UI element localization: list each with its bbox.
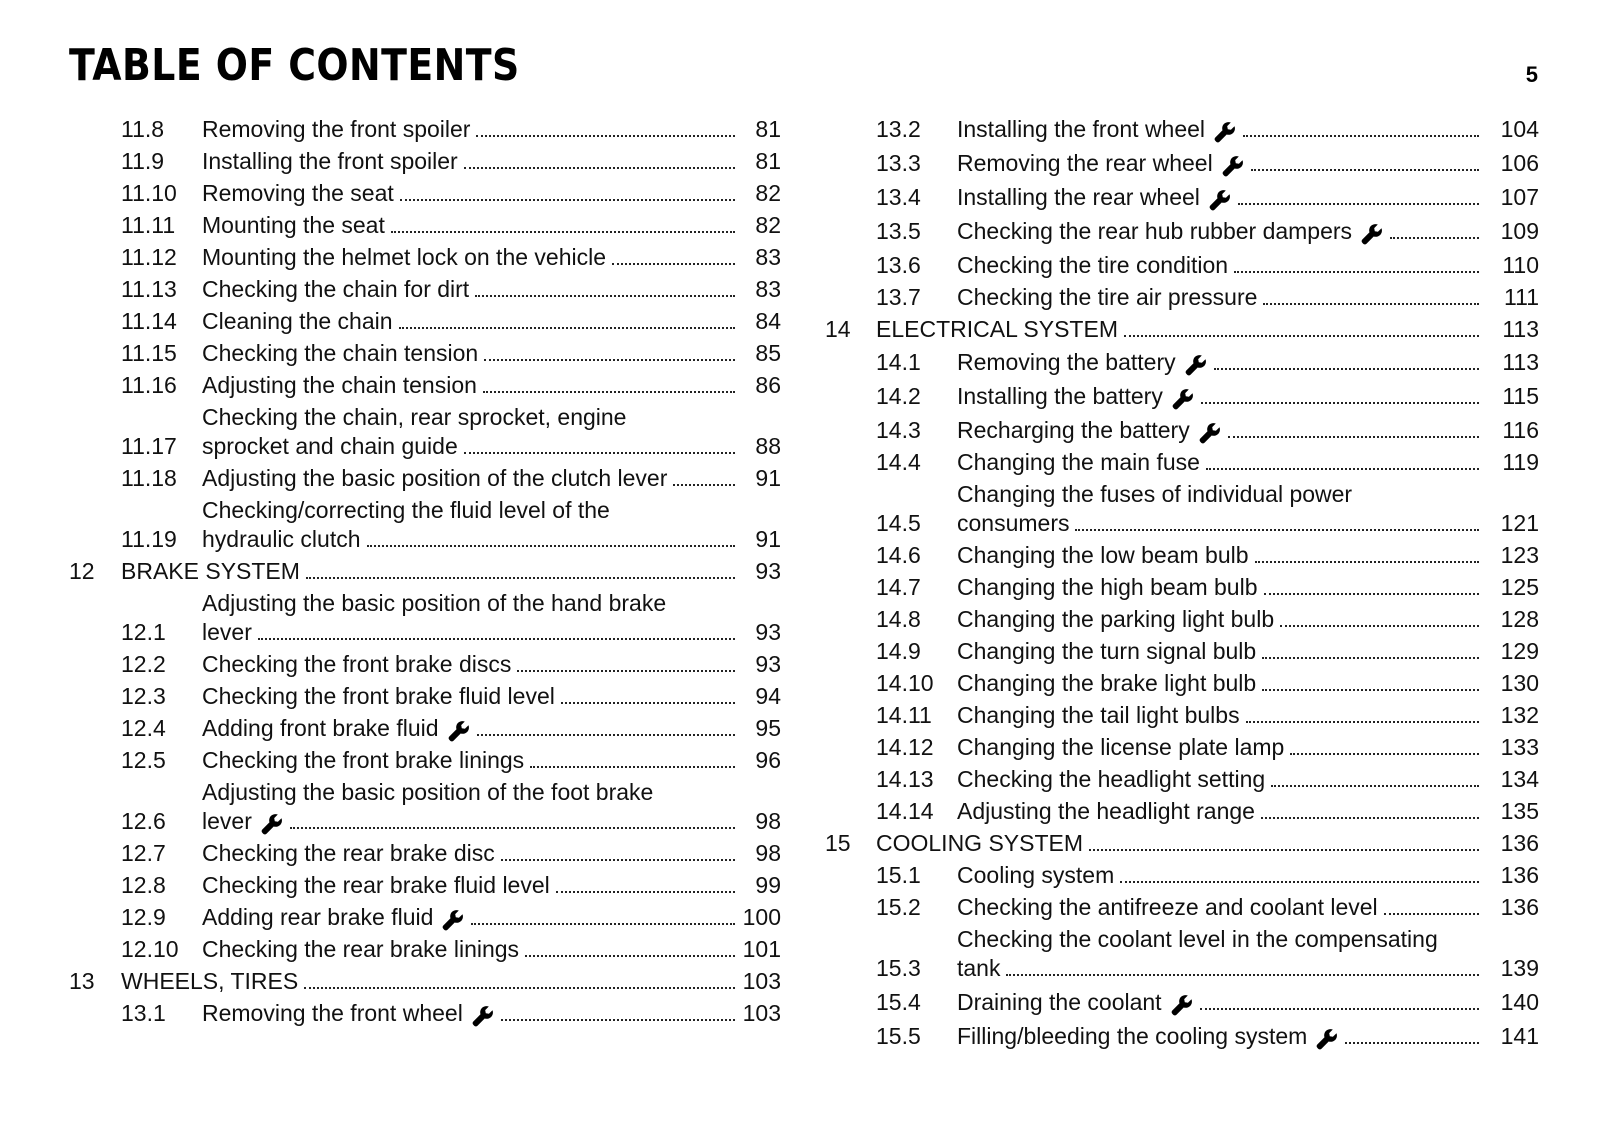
entry-title: Installing the battery bbox=[957, 383, 1163, 409]
entry-title: Installing the front wheel bbox=[957, 116, 1206, 142]
entry-title: Cleaning the chain bbox=[202, 308, 393, 334]
page-title: TABLE OF CONTENTS bbox=[69, 40, 520, 91]
page-ref: 85 bbox=[755, 340, 781, 366]
entry-title: Checking the tire air pressure bbox=[957, 284, 1258, 310]
toc-entry[interactable] bbox=[69, 339, 781, 368]
wrench-icon bbox=[1315, 1027, 1339, 1051]
section-number: 13.7 bbox=[876, 284, 921, 310]
dot-leader bbox=[1243, 135, 1479, 137]
page-ref: 84 bbox=[755, 308, 781, 334]
entry-title: Checking the chain tension bbox=[202, 340, 479, 366]
page-ref: 96 bbox=[755, 747, 781, 773]
page-ref: 139 bbox=[1500, 955, 1539, 981]
section-number: 12.7 bbox=[121, 840, 166, 866]
page-ref: 116 bbox=[1502, 417, 1539, 443]
page-ref: 119 bbox=[1502, 449, 1539, 475]
dot-leader bbox=[471, 923, 735, 925]
entry-title: Removing the battery bbox=[957, 349, 1176, 375]
page-ref: 83 bbox=[755, 276, 781, 302]
entry-title-line: Checking the chain, rear sprocket, engine bbox=[202, 404, 627, 430]
dot-leader bbox=[1124, 335, 1479, 337]
section-number: 15.3 bbox=[876, 955, 921, 981]
toc-entry[interactable] bbox=[69, 275, 781, 304]
section-number: 13.4 bbox=[876, 184, 921, 210]
page-ref: 93 bbox=[755, 651, 781, 677]
wrench-icon bbox=[447, 719, 471, 743]
section-number: 14.6 bbox=[876, 542, 921, 568]
toc-entry[interactable] bbox=[825, 605, 1539, 634]
entry-title: Removing the rear wheel bbox=[957, 150, 1213, 176]
toc-entry[interactable] bbox=[825, 217, 1539, 246]
toc-entry[interactable] bbox=[825, 669, 1539, 698]
page-ref: 130 bbox=[1500, 670, 1539, 696]
section-number: 14.9 bbox=[876, 638, 921, 664]
entry-title: Mounting the seat bbox=[202, 212, 385, 238]
dot-leader bbox=[1261, 817, 1479, 819]
section-number: 14.12 bbox=[876, 734, 934, 760]
entry-title: Checking the rear brake fluid level bbox=[202, 872, 550, 898]
toc-entry[interactable] bbox=[825, 416, 1539, 445]
toc-entry[interactable] bbox=[825, 382, 1539, 411]
section-number: 14.4 bbox=[876, 449, 921, 475]
entry-title: Changing the parking light bulb bbox=[957, 606, 1275, 632]
section-number: 11.9 bbox=[121, 148, 165, 174]
toc-entry[interactable] bbox=[69, 403, 781, 461]
wrench-icon bbox=[1221, 154, 1245, 178]
page-ref: 103 bbox=[742, 1000, 781, 1026]
section-number: 11.8 bbox=[121, 116, 165, 142]
section-number: 11.10 bbox=[121, 180, 177, 206]
dot-leader bbox=[1214, 368, 1479, 370]
toc-entry[interactable] bbox=[69, 935, 781, 964]
wrench-icon bbox=[1360, 222, 1384, 246]
entry-title: lever bbox=[202, 808, 252, 834]
dot-leader bbox=[475, 295, 735, 297]
entry-title-line: Checking/correcting the fluid level of the bbox=[202, 497, 610, 523]
entry-title: Adjusting the chain tension bbox=[202, 372, 477, 398]
page-ref: 86 bbox=[755, 372, 781, 398]
dot-leader bbox=[476, 135, 735, 137]
entry-title: ELECTRICAL SYSTEM bbox=[876, 316, 1118, 342]
dot-leader bbox=[501, 859, 735, 861]
toc-column-left bbox=[69, 115, 781, 1031]
section-number: 11.18 bbox=[121, 465, 177, 491]
wrench-icon bbox=[260, 812, 284, 836]
page-ref: 136 bbox=[1500, 830, 1539, 856]
section-number: 11.16 bbox=[121, 372, 177, 398]
dot-leader bbox=[1234, 271, 1479, 273]
entry-title: Checking the tire condition bbox=[957, 252, 1229, 278]
toc-entry[interactable] bbox=[69, 778, 781, 836]
page-ref: 101 bbox=[742, 936, 781, 962]
page-ref: 135 bbox=[1500, 798, 1539, 824]
section-number: 15.5 bbox=[876, 1023, 921, 1049]
entry-title: Installing the rear wheel bbox=[957, 184, 1200, 210]
dot-leader bbox=[399, 327, 735, 329]
entry-title: Checking the front brake discs bbox=[202, 651, 512, 677]
entry-title: WHEELS, TIRES bbox=[121, 968, 299, 994]
dot-leader bbox=[1228, 436, 1479, 438]
toc-entry[interactable] bbox=[69, 650, 781, 679]
toc-entry[interactable] bbox=[825, 1022, 1539, 1051]
section-number: 11.14 bbox=[121, 308, 177, 334]
toc-entry[interactable] bbox=[825, 448, 1539, 477]
page-ref: 107 bbox=[1500, 184, 1539, 210]
section-number: 14.2 bbox=[876, 383, 921, 409]
toc-entry[interactable] bbox=[69, 464, 781, 493]
dot-leader bbox=[530, 766, 735, 768]
entry-title: lever bbox=[202, 619, 252, 645]
page-ref: 83 bbox=[755, 244, 781, 270]
section-number: 11.13 bbox=[121, 276, 177, 302]
toc-entry[interactable] bbox=[69, 839, 781, 868]
toc-entry[interactable] bbox=[69, 307, 781, 336]
page-ref: 121 bbox=[1500, 510, 1539, 536]
toc-entry[interactable] bbox=[69, 371, 781, 400]
section-number: 13.6 bbox=[876, 252, 921, 278]
entry-title-line: Adjusting the basic position of the foot brake bbox=[202, 779, 654, 805]
page-ref: 103 bbox=[742, 968, 781, 994]
dot-leader bbox=[1263, 303, 1479, 305]
section-number: 15.1 bbox=[876, 862, 921, 888]
section-number: 11.11 bbox=[121, 212, 176, 238]
section-number: 12.2 bbox=[121, 651, 166, 677]
page-ref: 115 bbox=[1502, 383, 1539, 409]
toc-entry[interactable] bbox=[825, 251, 1539, 280]
dot-leader bbox=[1264, 593, 1479, 595]
entry-title: Changing the tail light bulbs bbox=[957, 702, 1240, 728]
toc-entry[interactable] bbox=[69, 147, 781, 176]
toc-entry[interactable] bbox=[825, 765, 1539, 794]
entry-title: Removing the front spoiler bbox=[202, 116, 471, 142]
page-ref: 93 bbox=[755, 558, 781, 584]
page-ref: 82 bbox=[755, 212, 781, 238]
toc-entry[interactable] bbox=[69, 589, 781, 647]
toc-entry[interactable] bbox=[825, 861, 1539, 890]
section-number: 13 bbox=[69, 968, 95, 994]
section-number: 12.1 bbox=[121, 619, 166, 645]
entry-title: Changing the main fuse bbox=[957, 449, 1200, 475]
page-ref: 100 bbox=[742, 904, 781, 930]
dot-leader bbox=[501, 1019, 735, 1021]
toc-entry[interactable] bbox=[825, 541, 1539, 570]
dot-leader bbox=[391, 231, 735, 233]
toc-entry[interactable] bbox=[825, 893, 1539, 922]
dot-leader bbox=[1290, 753, 1479, 755]
dot-leader bbox=[517, 670, 735, 672]
dot-leader bbox=[1201, 402, 1479, 404]
toc-entry[interactable] bbox=[825, 480, 1539, 538]
dot-leader bbox=[1006, 974, 1479, 976]
entry-title: Installing the front spoiler bbox=[202, 148, 458, 174]
dot-leader bbox=[1255, 561, 1479, 563]
page-ref: 95 bbox=[755, 715, 781, 741]
entry-title: Mounting the helmet lock on the vehicle bbox=[202, 244, 607, 270]
entry-title: Changing the brake light bulb bbox=[957, 670, 1257, 696]
entry-title: tank bbox=[957, 955, 1001, 981]
dot-leader bbox=[1120, 881, 1479, 883]
dot-leader bbox=[464, 452, 735, 454]
section-number: 14.7 bbox=[876, 574, 921, 600]
page-ref: 93 bbox=[755, 619, 781, 645]
section-number: 14.8 bbox=[876, 606, 921, 632]
section-number: 15.2 bbox=[876, 894, 921, 920]
page-ref: 104 bbox=[1500, 116, 1539, 142]
toc-chapter-entry[interactable] bbox=[825, 315, 1539, 344]
entry-title: Checking the front brake fluid level bbox=[202, 683, 555, 709]
page-ref: 111 bbox=[1504, 284, 1539, 310]
entry-title: Checking the front brake linings bbox=[202, 747, 525, 773]
dot-leader bbox=[612, 263, 735, 265]
entry-title: BRAKE SYSTEM bbox=[121, 558, 300, 584]
entry-title: Recharging the battery bbox=[957, 417, 1190, 443]
dot-leader bbox=[477, 734, 735, 736]
page-ref: 128 bbox=[1500, 606, 1539, 632]
page-ref: 94 bbox=[755, 683, 781, 709]
section-number: 13.2 bbox=[876, 116, 921, 142]
dot-leader bbox=[400, 199, 735, 201]
page-ref: 125 bbox=[1500, 574, 1539, 600]
dot-leader bbox=[484, 359, 735, 361]
toc-entry[interactable] bbox=[69, 115, 781, 144]
section-number: 12.10 bbox=[121, 936, 179, 962]
entry-title: Adjusting the headlight range bbox=[957, 798, 1255, 824]
page-ref: 98 bbox=[755, 840, 781, 866]
toc-entry[interactable] bbox=[825, 348, 1539, 377]
section-number: 12.9 bbox=[121, 904, 166, 930]
page-ref: 91 bbox=[755, 465, 781, 491]
dot-leader bbox=[483, 391, 735, 393]
section-number: 14.11 bbox=[876, 702, 932, 728]
dot-leader bbox=[367, 545, 735, 547]
dot-leader bbox=[1075, 529, 1479, 531]
entry-title: Cooling system bbox=[957, 862, 1115, 888]
entry-title: COOLING SYSTEM bbox=[876, 830, 1084, 856]
page-ref: 141 bbox=[1500, 1023, 1539, 1049]
section-number: 13.3 bbox=[876, 150, 921, 176]
dot-leader bbox=[290, 827, 735, 829]
entry-title: Checking the chain for dirt bbox=[202, 276, 470, 302]
dot-leader bbox=[1246, 721, 1479, 723]
section-number: 12.6 bbox=[121, 808, 166, 834]
dot-leader bbox=[464, 167, 735, 169]
dot-leader bbox=[1206, 468, 1479, 470]
section-number: 12 bbox=[69, 558, 95, 584]
page-ref: 133 bbox=[1500, 734, 1539, 760]
page-ref: 98 bbox=[755, 808, 781, 834]
entry-title: Changing the license plate lamp bbox=[957, 734, 1285, 760]
section-number: 14.5 bbox=[876, 510, 921, 536]
dot-leader bbox=[1262, 657, 1479, 659]
wrench-icon bbox=[1171, 387, 1195, 411]
wrench-icon bbox=[1184, 353, 1208, 377]
toc-entry[interactable] bbox=[69, 496, 781, 554]
section-number: 14 bbox=[825, 316, 851, 342]
dot-leader bbox=[525, 955, 735, 957]
page-ref: 129 bbox=[1500, 638, 1539, 664]
section-number: 14.1 bbox=[876, 349, 921, 375]
entry-title: sprocket and chain guide bbox=[202, 433, 458, 459]
dot-leader bbox=[1390, 237, 1479, 239]
dot-leader bbox=[304, 987, 735, 989]
section-number: 14.10 bbox=[876, 670, 934, 696]
toc-entry[interactable] bbox=[825, 283, 1539, 312]
dot-leader bbox=[1262, 689, 1479, 691]
wrench-icon bbox=[1198, 421, 1222, 445]
page-number: 5 bbox=[1525, 62, 1538, 87]
section-number: 14.13 bbox=[876, 766, 934, 792]
toc-entry[interactable] bbox=[825, 183, 1539, 212]
toc-entry[interactable] bbox=[69, 903, 781, 932]
dot-leader bbox=[1238, 203, 1479, 205]
toc-entry[interactable] bbox=[825, 637, 1539, 666]
section-number: 12.8 bbox=[121, 872, 166, 898]
wrench-icon bbox=[1213, 120, 1237, 144]
page-ref: 106 bbox=[1500, 150, 1539, 176]
section-number: 11.19 bbox=[121, 526, 177, 552]
page-ref: 123 bbox=[1500, 542, 1539, 568]
dot-leader bbox=[258, 638, 735, 640]
toc-entry[interactable] bbox=[69, 999, 781, 1028]
toc-entry[interactable] bbox=[69, 243, 781, 272]
entry-title: Adding rear brake fluid bbox=[202, 904, 434, 930]
toc-column-right bbox=[825, 115, 1539, 1054]
section-number: 14.3 bbox=[876, 417, 921, 443]
entry-title: Changing the low beam bulb bbox=[957, 542, 1249, 568]
entry-title: hydraulic clutch bbox=[202, 526, 361, 552]
page-ref: 113 bbox=[1502, 349, 1539, 375]
entry-title: Adding front brake fluid bbox=[202, 715, 439, 741]
entry-title: Checking the antifreeze and coolant level bbox=[957, 894, 1378, 920]
page-ref: 140 bbox=[1500, 989, 1539, 1015]
section-number: 11.15 bbox=[121, 340, 177, 366]
entry-title: Adjusting the basic position of the clutch lever bbox=[202, 465, 668, 491]
entry-title: Draining the coolant bbox=[957, 989, 1162, 1015]
dot-leader bbox=[561, 702, 735, 704]
section-number: 12.5 bbox=[121, 747, 166, 773]
entry-title: Removing the seat bbox=[202, 180, 394, 206]
section-number: 11.12 bbox=[121, 244, 177, 270]
toc-entry[interactable] bbox=[69, 179, 781, 208]
toc-entry[interactable] bbox=[825, 573, 1539, 602]
entry-title: Changing the high beam bulb bbox=[957, 574, 1258, 600]
wrench-icon bbox=[1208, 188, 1232, 212]
entry-title: Filling/bleeding the cooling system bbox=[957, 1023, 1308, 1049]
toc-entry[interactable] bbox=[825, 988, 1539, 1017]
toc-entry[interactable] bbox=[69, 211, 781, 240]
section-number: 11.17 bbox=[121, 433, 177, 459]
section-number: 13.5 bbox=[876, 218, 921, 244]
page-ref: 136 bbox=[1500, 894, 1539, 920]
entry-title: consumers bbox=[957, 510, 1070, 536]
dot-leader bbox=[1384, 913, 1479, 915]
toc-entry[interactable] bbox=[825, 733, 1539, 762]
toc-entry[interactable] bbox=[825, 797, 1539, 826]
dot-leader bbox=[1089, 849, 1479, 851]
toc-chapter-entry[interactable] bbox=[825, 829, 1539, 858]
toc-chapter-entry[interactable] bbox=[69, 557, 781, 586]
toc-entry[interactable] bbox=[825, 701, 1539, 730]
toc-entry[interactable] bbox=[69, 871, 781, 900]
dot-leader bbox=[556, 891, 735, 893]
page-ref: 136 bbox=[1500, 862, 1539, 888]
entry-title-line: Changing the fuses of individual power bbox=[957, 481, 1353, 507]
toc-chapter-entry[interactable] bbox=[69, 967, 781, 996]
section-number: 12.4 bbox=[121, 715, 166, 741]
page-ref: 109 bbox=[1500, 218, 1539, 244]
section-number: 12.3 bbox=[121, 683, 166, 709]
page-ref: 81 bbox=[755, 148, 781, 174]
entry-title: Checking the rear hub rubber dampers bbox=[957, 218, 1353, 244]
page-ref: 91 bbox=[755, 526, 781, 552]
toc-entry[interactable] bbox=[825, 115, 1539, 144]
dot-leader bbox=[1280, 625, 1479, 627]
entry-title: Changing the turn signal bulb bbox=[957, 638, 1257, 664]
entry-title-line: Checking the coolant level in the compensating bbox=[957, 926, 1438, 952]
wrench-icon bbox=[1170, 993, 1194, 1017]
section-number: 15 bbox=[825, 830, 851, 856]
entry-title-line: Adjusting the basic position of the hand brake bbox=[202, 590, 667, 616]
page-ref: 88 bbox=[755, 433, 781, 459]
toc-entry[interactable] bbox=[825, 925, 1539, 983]
dot-leader bbox=[306, 577, 735, 579]
section-number: 15.4 bbox=[876, 989, 921, 1015]
page-ref: 81 bbox=[755, 116, 781, 142]
dot-leader bbox=[1345, 1042, 1479, 1044]
page-ref: 99 bbox=[755, 872, 781, 898]
dot-leader bbox=[1271, 785, 1479, 787]
entry-title: Checking the rear brake linings bbox=[202, 936, 520, 962]
page-ref: 82 bbox=[755, 180, 781, 206]
wrench-icon bbox=[441, 908, 465, 932]
page-ref: 134 bbox=[1500, 766, 1539, 792]
entry-title: Checking the rear brake disc bbox=[202, 840, 495, 866]
page-ref: 110 bbox=[1502, 252, 1539, 278]
dot-leader bbox=[1200, 1008, 1479, 1010]
entry-title: Checking the headlight setting bbox=[957, 766, 1266, 792]
toc-entry[interactable] bbox=[69, 746, 781, 775]
page-ref: 132 bbox=[1500, 702, 1539, 728]
toc-entry[interactable] bbox=[825, 149, 1539, 178]
section-number: 13.1 bbox=[121, 1000, 166, 1026]
wrench-icon bbox=[471, 1004, 495, 1028]
entry-title: Removing the front wheel bbox=[202, 1000, 463, 1026]
toc-entry[interactable] bbox=[69, 682, 781, 711]
section-number: 14.14 bbox=[876, 798, 934, 824]
page-ref: 113 bbox=[1502, 316, 1539, 342]
toc-entry[interactable] bbox=[69, 714, 781, 743]
dot-leader bbox=[673, 484, 735, 486]
dot-leader bbox=[1251, 169, 1479, 171]
